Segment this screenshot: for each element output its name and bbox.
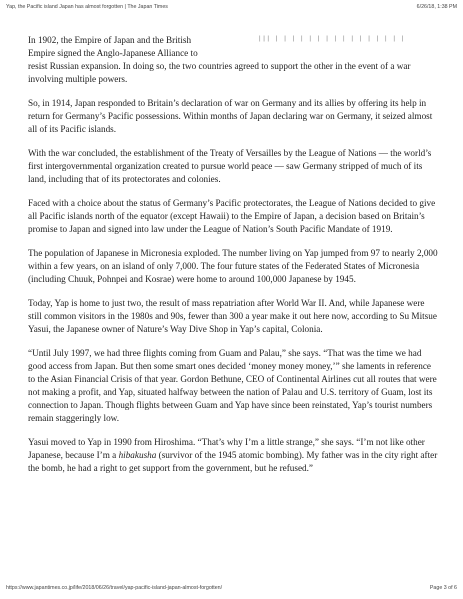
- article-paragraph-4: Faced with a choice about the status of Germany’s Pacific protectorates, the League of Nations decided to give all Pacific islands north of the equator (except Hawaii) to the Empire of Japan, a decision based on Britain’s promise to Japan and signed into law under the League of Nation’s South Pacific Mandate of 1919.: [28, 198, 436, 234]
- paragraph-8-before: Yasui moved to Yap in 1990 from Hiroshima. “That’s why I’m a little strange,” she says. “I’m not like other Japanese, because I’m a: [28, 437, 425, 460]
- print-header-title: Yap, the Pacific island Japan has almost forgotten | The Japan Times: [6, 4, 168, 10]
- print-footer-url: https://www.japantimes.co.jp/life/2018/06/26/travel/yap-pacific-island-japan-almost-forgotten/: [6, 585, 223, 591]
- article-paragraph-3: With the war concluded, the establishment of the Treaty of Versailles by the League of Nations — the world’s first intergovernmental organization created to pursue world peace — saw Germany stripped of much of its land, including that of its protectorates and colonies.: [28, 148, 432, 184]
- article-paragraph-5: The population of Japanese in Micronesia exploded. The number living on Yap jumped from 97 to nearly 2,000 within a few years, on an island of only 7,000. The four future states of the Federated States of Micronesia (including Chuuk, Pohnpei and Kosrae) were home to around 100,000 Japanese by 1945.: [28, 248, 438, 284]
- article-paragraph-1: [28, 34, 440, 86]
- paragraph-1-line-1: In 1902, the Empire of Japan and the British: [28, 35, 192, 45]
- article-paragraph-2: So, in 1914, Japan responded to Britain’s declaration of war on Germany and its allies by offering its help in return for Germany’s Pacific possessions. Within months of Japan declaring war on Germany, it seized almost all of its Pacific islands.: [28, 98, 433, 134]
- article-body: [28, 34, 440, 486]
- article-paragraph-6: Today, Yap is home to just two, the result of mass repatriation after World War II. And, while Japanese were still common visitors in the 1980s and 90s, fewer than 300 a year make it out here now, according to Su Mitsue Yasui, the Japanese owner of Nature’s Way Dive Shop in Yap’s capital, Colonia.: [28, 298, 437, 334]
- article-paragraph-7: “Until July 1997, we had three flights coming from Guam and Palau,” she says. “That was the time we had good access from Japan. But then some smart ones decided ‘money money money,’” she laments in reference to the Asian Financial Crisis of that year. Gordon Bethune, CEO of Continental Airlines cut all routes that were not making a profit, and Yap, situated halfway between the nation of Palau and U.S. territory of Guam, lost its connection to Japan. Though flights between Guam and Yap have since been reinstated, Yap’s tourist numbers remain staggeringly low.: [28, 348, 437, 423]
- print-header: [6, 4, 457, 14]
- paragraph-1-line-2: Empire signed the Anglo-Japanese Alliance to: [28, 48, 198, 58]
- ad-placeholder-marker: ||| | | | | | | | | | | | | | | | |: [258, 35, 406, 42]
- paragraph-8-after: (survivor of the 1945 atomic bombing). My father was in the city right after the bomb, he had a right to get support from the government, but he refused.”: [28, 450, 438, 473]
- article-paragraph-8: [28, 436, 440, 475]
- print-footer-page-number: Page 3 of 6: [429, 585, 457, 591]
- print-footer: [6, 585, 457, 595]
- print-header-date: 6/26/18, 1:38 PM: [416, 4, 457, 10]
- paragraph-1-rest: resist Russian expansion. In doing so, the two countries agreed to support the other in the event of a war involving multiple powers.: [28, 61, 411, 84]
- hibakusha-term: hibakusha: [118, 450, 157, 460]
